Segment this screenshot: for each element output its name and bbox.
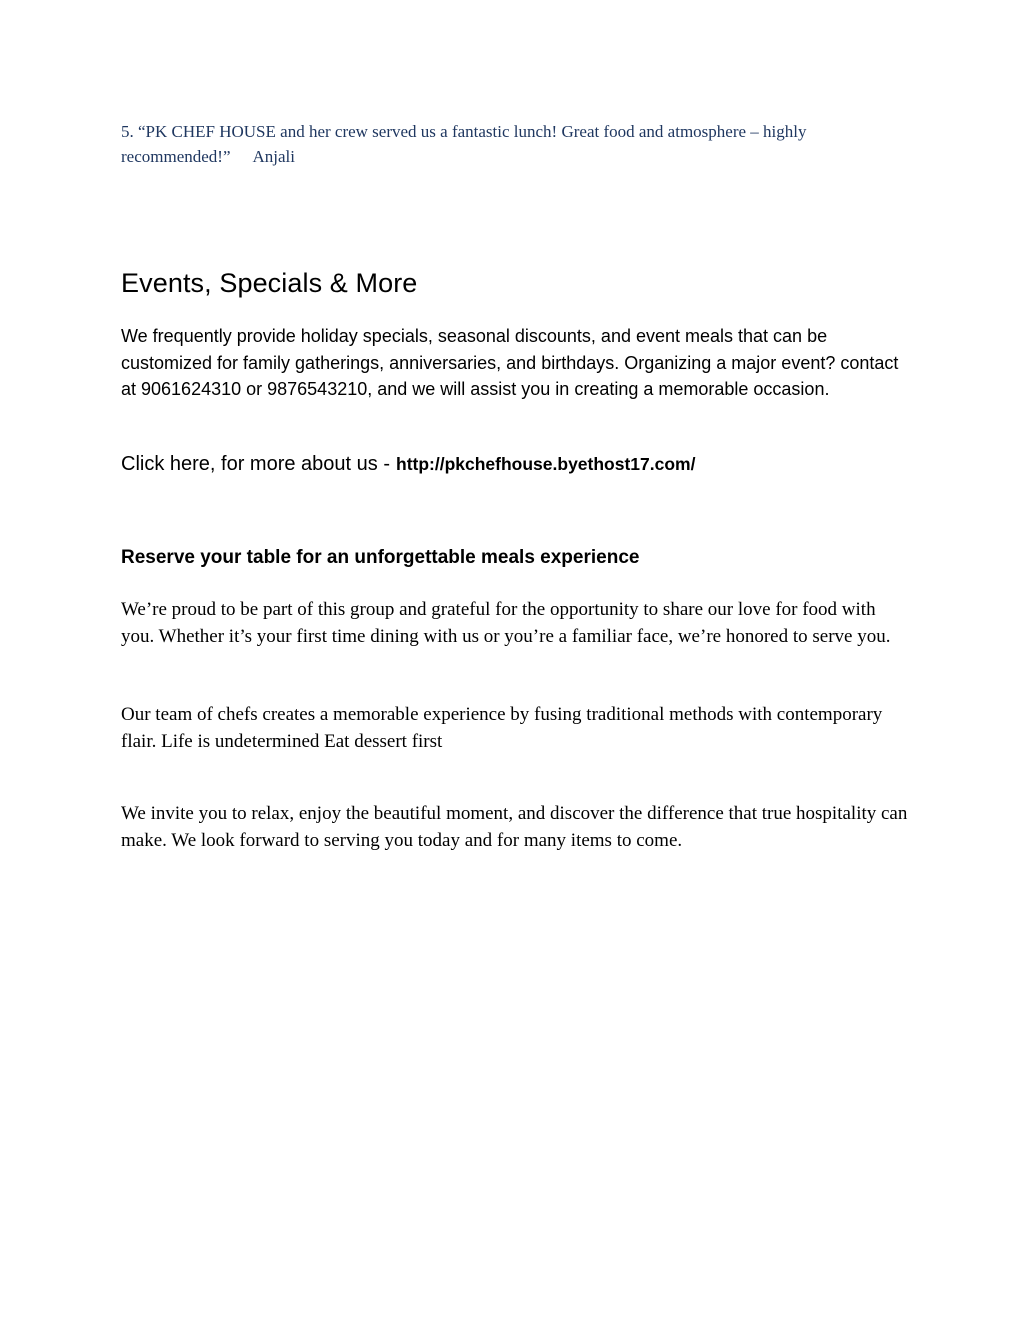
testimonial-text: 5. “PK CHEF HOUSE and her crew served us a fantastic lunch! Great food and atmosphere – highly recommended!” [121, 122, 807, 166]
events-paragraph: We frequently provide holiday specials, seasonal discounts, and event meals that can be customized for family gatherings, anniversaries, and birthdays. Organizing a major event? contact at 9061624310 or 9876543210, and we will assist you in creating a memorable occasion. [121, 326, 899, 399]
website-link[interactable]: http://pkchefhouse.byethost17.com/ [396, 454, 696, 474]
more-about-line [121, 450, 911, 478]
events-heading: Events, Specials & More [121, 268, 418, 298]
reserve-heading: Reserve your table for an unforgettable meals experience [121, 547, 640, 568]
testimonial-author: Anjali [252, 147, 295, 166]
reserve-paragraph-1: We’re proud to be part of this group and grateful for the opportunity to share our love for food with you. Whether it’s your first time dining with us or you’re a familiar face, we’re honored to serve you. [121, 599, 891, 647]
reserve-paragraph-2: Our team of chefs creates a memorable experience by fusing traditional methods with contemporary flair. Life is undetermined Eat dessert first [121, 704, 883, 752]
testimonial [121, 119, 911, 169]
reserve-paragraph-3: We invite you to relax, enjoy the beautiful moment, and discover the difference that true hospitality can make. We look forward to serving you today and for many items to come. [121, 803, 908, 851]
more-about-prefix: Click here, for more about us - [121, 453, 390, 475]
